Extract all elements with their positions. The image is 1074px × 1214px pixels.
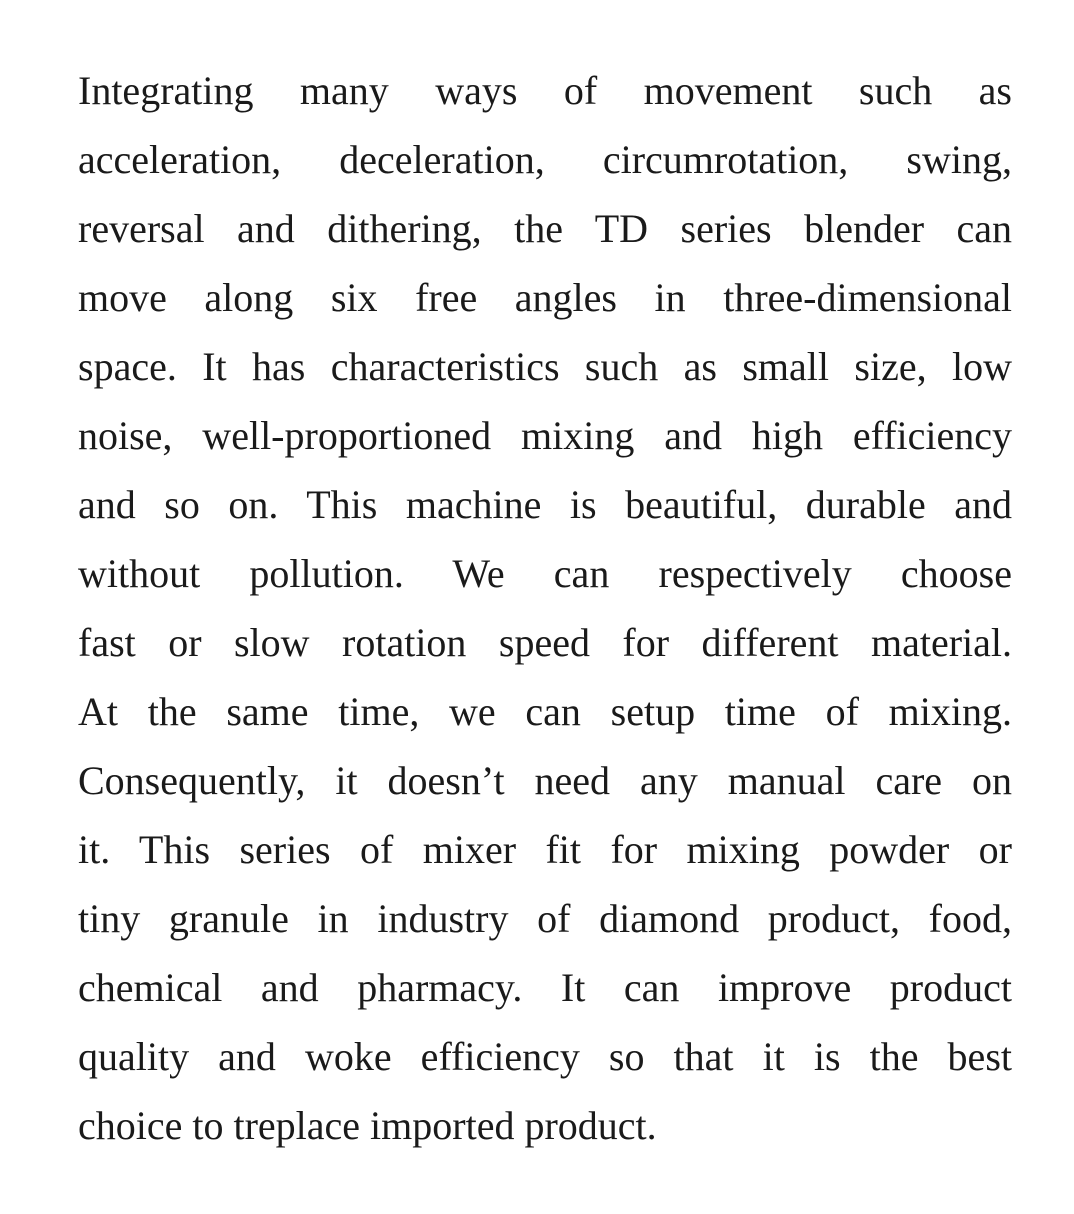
paragraph-line: At the same time, we can setup time of mixing. xyxy=(78,689,1012,734)
paragraph-line: without pollution. We can respectively choose xyxy=(78,551,1012,596)
paragraph-line: Consequently, it doesn’t need any manual care on xyxy=(78,758,1012,803)
paragraph-line: noise, well-proportioned mixing and high efficiency xyxy=(78,413,1012,458)
paragraph-line: and so on. This machine is beautiful, durable and xyxy=(78,482,1012,527)
paragraph-line: reversal and dithering, the TD series blender can xyxy=(78,206,1012,251)
paragraph-line: quality and woke efficiency so that it is the best xyxy=(78,1034,1012,1079)
paragraph-line: it. This series of mixer fit for mixing powder or xyxy=(78,827,1012,872)
paragraph-line: Integrating many ways of movement such as xyxy=(78,68,1012,113)
paragraph-line: chemical and pharmacy. It can improve product xyxy=(78,965,1012,1010)
paragraph-line: tiny granule in industry of diamond product, food, xyxy=(78,896,1012,941)
paragraph-line: move along six free angles in three-dimensional xyxy=(78,275,1012,320)
paragraph-line: fast or slow rotation speed for different material. xyxy=(78,620,1012,665)
body-paragraph xyxy=(78,56,1012,1160)
paragraph-line: space. It has characteristics such as small size, low xyxy=(78,344,1012,389)
paragraph-line-last: choice to treplace imported product. xyxy=(78,1103,657,1148)
paragraph-line: acceleration, deceleration, circumrotation, swing, xyxy=(78,137,1012,182)
